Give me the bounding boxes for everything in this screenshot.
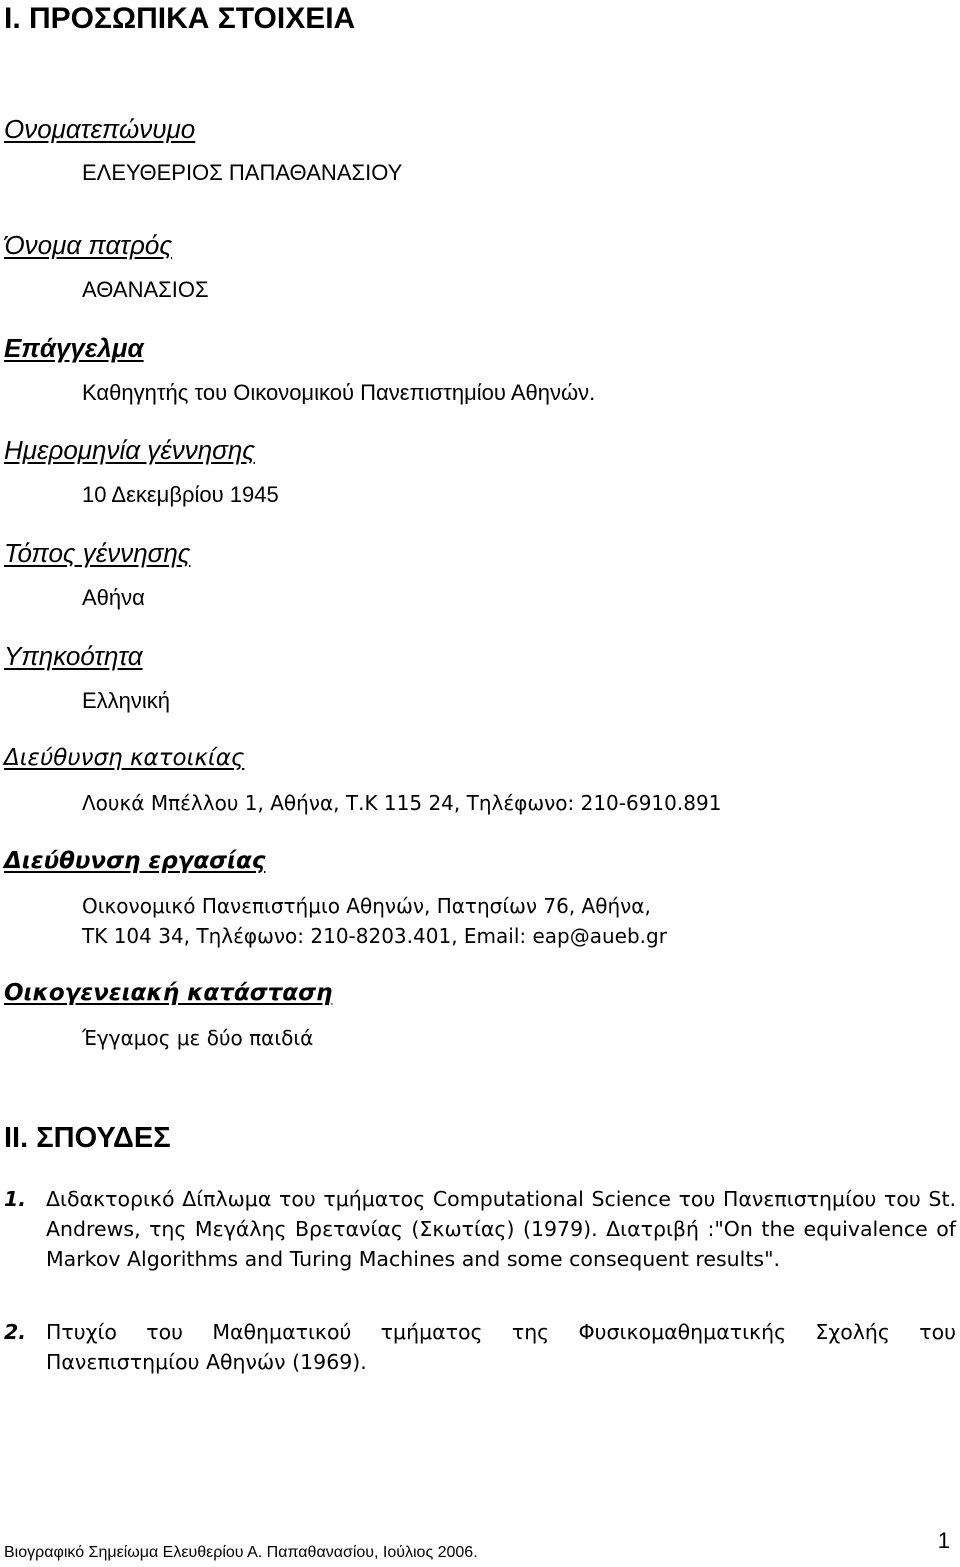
field-label-nationality: Υπηκοότητα xyxy=(4,641,143,671)
field-value-birth-date: 10 Δεκεμβρίου 1945 xyxy=(82,482,279,507)
list-item xyxy=(4,1317,956,1377)
field-label-marital-status: Οικογενειακή κατάσταση xyxy=(4,980,333,1006)
section-heading-personal: I. ΠΡΟΣΩΠΙΚΑ ΣΤΟΙΧΕΙΑ xyxy=(4,2,356,35)
page-number: 1 xyxy=(937,1528,950,1553)
field-value-work-address-line1: Οικονομικό Πανεπιστήμιο Αθηνών, Πατησίων 76, Αθήνα, xyxy=(82,894,651,918)
field-label-full-name: Ονοματεπώνυμο xyxy=(4,114,196,144)
field-value-home-address: Λουκά Μπέλλου 1, Αθήνα, Τ.Κ 115 24, Τηλέφωνο: 210-6910.891 xyxy=(82,791,722,815)
field-value-profession: Καθηγητής του Οικονομικού Πανεπιστημίου Αθηνών. xyxy=(82,380,596,405)
field-label-work-address: Διεύθυνση εργασίας xyxy=(4,848,266,874)
list-item xyxy=(4,1184,956,1274)
list-item-number: 1. xyxy=(4,1187,27,1211)
field-label-birth-place: Τόπος γέννησης xyxy=(4,538,191,568)
field-value-work-address-line2: ΤΚ 104 34, Τηλέφωνο: 210-8203.401, Email: eap@aueb.gr xyxy=(82,924,667,948)
field-value-full-name: ΕΛΕΥΘΕΡΙΟΣ ΠΑΠΑΘΑΝΑΣΙΟΥ xyxy=(82,160,403,185)
field-value-nationality: Ελληνική xyxy=(82,688,171,713)
list-item-text: Πτυχίο του Μαθηματικού τμήματος της Φυσικομαθηματικής Σχολής του Πανεπιστημίου Αθηνών (1969). xyxy=(46,1320,956,1374)
section-heading-studies: II. ΣΠΟΥΔΕΣ xyxy=(4,1122,171,1154)
field-value-birth-place: Αθήνα xyxy=(82,585,145,610)
field-label-home-address: Διεύθυνση κατοικίας xyxy=(4,745,245,771)
field-value-marital-status: Έγγαμος με δύο παιδιά xyxy=(82,1026,314,1050)
field-value-father-name: ΑΘΑΝΑΣΙΟΣ xyxy=(82,277,209,302)
field-label-father-name: Όνομα πατρός xyxy=(4,230,172,260)
page-footer: Βιογραφικό Σημείωμα Ελευθερίου Α. Παπαθανασίου, Ιούλιος 2006. xyxy=(4,1544,478,1561)
field-label-profession: Επάγγελμα xyxy=(4,333,144,363)
field-label-birth-date: Ημερομηνία γέννησης xyxy=(4,435,255,465)
list-item-text: Διδακτορικό Δίπλωμα του τμήματος Computational Science του Πανεπιστημίου του St. Andrews, της Μεγάλης Βρετανίας (Σκωτίας) (1979). Διατριβή :"On the equivalence of Markov Algorithms and Turing Machines and some consequent results". xyxy=(46,1187,956,1271)
list-item-number: 2. xyxy=(4,1320,27,1344)
